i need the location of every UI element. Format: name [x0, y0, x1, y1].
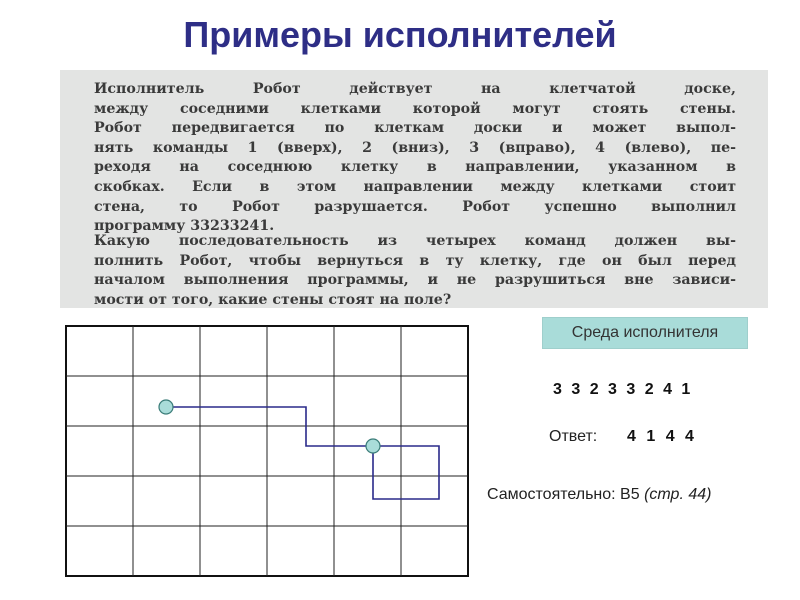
answer-value: 4 1 4 4	[627, 428, 695, 445]
task-line: программу 33233241.	[94, 218, 275, 235]
slide-title: Примеры исполнителей	[183, 14, 617, 55]
start-marker	[159, 400, 173, 414]
task-line: скобках. Если в этом направлении между клетками стоит	[94, 178, 736, 195]
task-line: между соседними клетками которой могут стоять стены.	[94, 100, 736, 117]
field-grid	[66, 326, 468, 576]
self-work-note	[487, 486, 711, 504]
task-line: мости от того, какие стены стоят на поле?	[94, 291, 452, 308]
task-line: реходя на соседнюю клетку в направлении, указанном в	[94, 159, 736, 176]
task-line: началом выполнения программы, и не разрушиться вне зависи-	[94, 272, 736, 289]
task-line: Какую последовательность из четырех команд должен вы-	[94, 233, 736, 249]
task-line: нять команды 1 (вверх), 2 (вниз), 3 (вправо), 4 (влево), пе-	[94, 139, 736, 156]
task-line: Робот передвигается по клеткам доски и может выпол-	[94, 120, 736, 137]
robot-path	[166, 407, 439, 499]
self-work-label: Самостоятельно: В5	[487, 486, 640, 503]
environment-button[interactable]: Среда исполнителя	[542, 317, 748, 349]
answer-label: Ответ:	[549, 428, 598, 445]
task-line: Исполнитель Робот действует на клетчатой доске,	[94, 81, 736, 97]
task-line: стена, то Робот разрушается. Робот успешно выполнил	[94, 198, 736, 215]
self-work-ref: (стр. 44)	[644, 486, 712, 503]
task-line: полнить Робот, чтобы вернуться в ту клетку, где он был перед	[94, 252, 736, 269]
end-marker	[366, 439, 380, 453]
program-sequence: 3 3 2 3 3 2 4 1	[553, 381, 692, 398]
